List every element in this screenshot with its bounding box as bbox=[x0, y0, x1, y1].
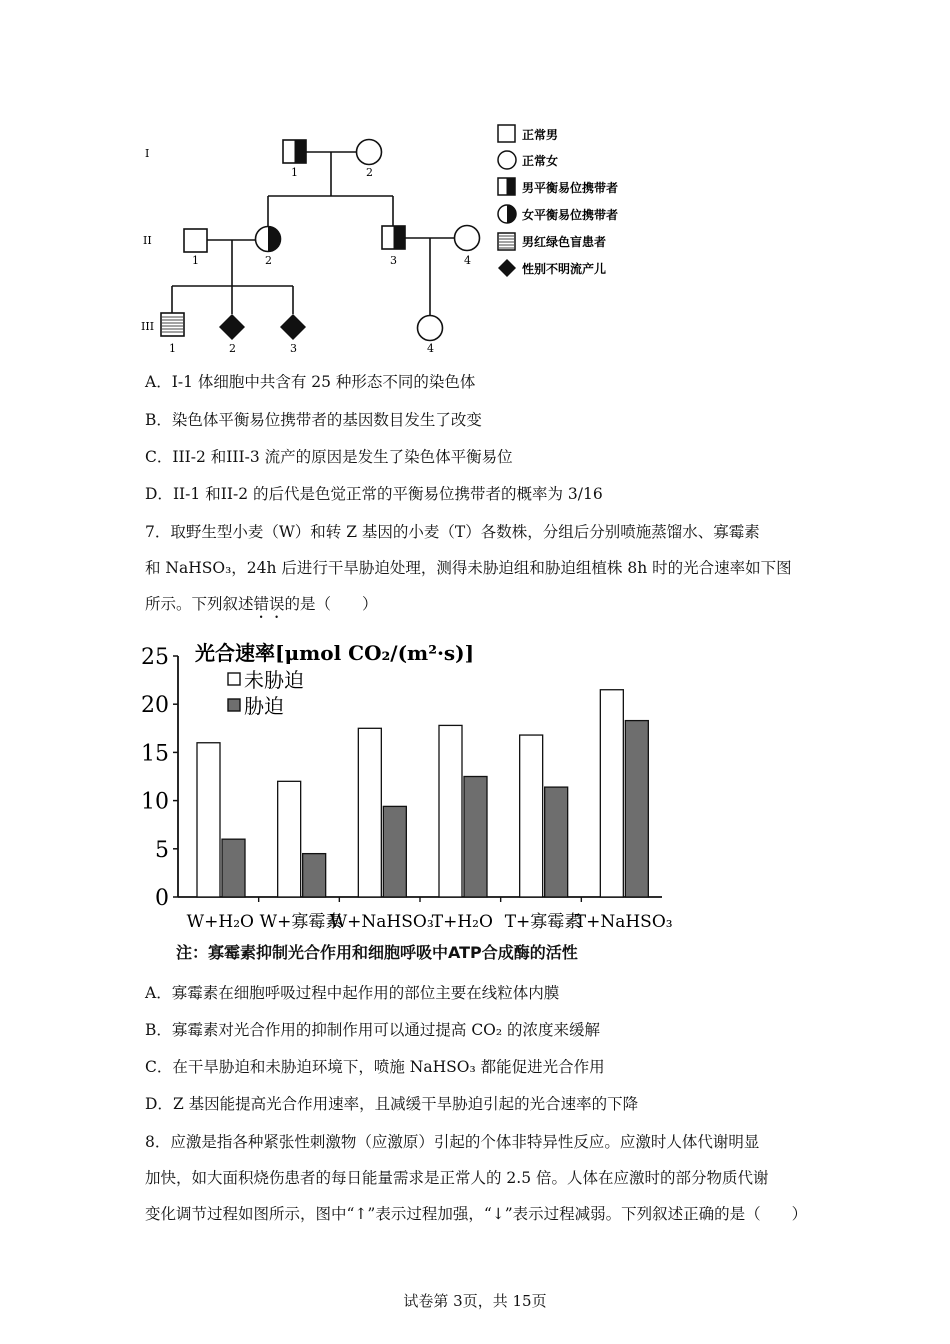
label-III-3: 3 bbox=[290, 342, 297, 355]
individual-I-1 bbox=[283, 140, 306, 163]
individual-III-4 bbox=[418, 316, 443, 341]
emphasis-text: 错误 bbox=[253, 595, 285, 613]
label-III-2: 2 bbox=[229, 342, 236, 355]
legend-label-unstressed: 未胁迫 bbox=[244, 668, 304, 692]
individual-I-2 bbox=[357, 140, 382, 165]
generation-label-III: III bbox=[141, 320, 155, 333]
bar-unstressed bbox=[358, 728, 381, 897]
bar-stressed bbox=[222, 839, 245, 897]
bar-unstressed bbox=[439, 725, 462, 897]
option-letter: C． bbox=[145, 448, 173, 466]
legend-label: 正常女 bbox=[522, 154, 559, 168]
bar-stressed bbox=[464, 777, 487, 898]
legend-label: 正常男 bbox=[522, 128, 559, 142]
chart-title: 光合速率[μmol CO₂/(m²·s)] bbox=[195, 641, 475, 665]
bar-stressed bbox=[545, 787, 568, 897]
individual-III-1 bbox=[161, 313, 184, 336]
q7-option-c bbox=[145, 1057, 605, 1077]
chart-note: 注：寡霉素抑制光合作用和细胞呼吸中ATP合成酶的活性 bbox=[176, 943, 578, 962]
option-text: 在干旱胁迫和未胁迫环境下，喷施 NaHSO₃ 都能促进光合作用 bbox=[172, 1058, 605, 1076]
q8-stem-line-3: 变化调节过程如图所示，图中“↑”表示过程加强，“↓”表示过程减弱。下列叙述正确的是（ ） bbox=[145, 1205, 808, 1223]
option-text: 染色体平衡易位携带者的基因数目发生了改变 bbox=[171, 411, 482, 429]
q7-option-d bbox=[145, 1094, 638, 1114]
generation-label-I: I bbox=[145, 147, 150, 160]
option-letter: D． bbox=[145, 1095, 173, 1113]
x-tick-label: W+NaHSO₃ bbox=[329, 912, 434, 932]
individual-II-2 bbox=[256, 226, 281, 251]
y-tick-label: 20 bbox=[141, 693, 169, 719]
male-carrier-icon bbox=[498, 178, 515, 195]
legend-label: 男红绿色盲患者 bbox=[522, 235, 607, 249]
option-text: Z 基因能提高光合作用速率，且减缓干旱胁迫引起的光合速率的下降 bbox=[172, 1095, 639, 1113]
label-II-3: 3 bbox=[390, 254, 397, 267]
q6-option-a bbox=[145, 372, 475, 392]
option-text: II-1 和II-2 的后代是色觉正常的平衡易位携带者的概率为 3/16 bbox=[172, 485, 603, 503]
label-II-4: 4 bbox=[464, 254, 471, 267]
bar-unstressed bbox=[197, 743, 220, 897]
q6-option-c bbox=[145, 447, 513, 467]
label-I-2: 2 bbox=[366, 166, 373, 179]
individual-III-2 bbox=[219, 314, 245, 340]
bar-stressed bbox=[625, 721, 648, 897]
x-tick-label: T+寡霉素 bbox=[504, 912, 582, 932]
normal-male-icon bbox=[498, 125, 515, 142]
legend-label-stressed: 胁迫 bbox=[244, 694, 284, 718]
individual-II-4 bbox=[455, 226, 480, 251]
option-text: 寡霉素在细胞呼吸过程中起作用的部位主要在线粒体内膜 bbox=[171, 984, 560, 1002]
q7-stem-line-1: 7．取野生型小麦（W）和转 Z 基因的小麦（T）各数株，分组后分别喷施蒸馏水、寡霉素 bbox=[145, 523, 760, 541]
q7-stem-line-3 bbox=[145, 594, 378, 622]
legend-label: 性别不明流产儿 bbox=[522, 262, 607, 276]
label-II-2: 2 bbox=[265, 254, 272, 267]
option-letter: D． bbox=[145, 485, 173, 503]
y-tick-label: 25 bbox=[141, 645, 169, 670]
x-tick-label: T+NaHSO₃ bbox=[574, 912, 673, 932]
bar-unstressed bbox=[520, 735, 543, 897]
option-text: 寡霉素对光合作用的抑制作用可以通过提高 CO₂ 的浓度来缓解 bbox=[171, 1021, 601, 1039]
x-tick-label: W+H₂O bbox=[186, 912, 254, 932]
pedigree-diagram bbox=[0, 110, 950, 370]
option-letter: C． bbox=[145, 1058, 173, 1076]
miscarriage-icon bbox=[498, 259, 516, 277]
option-text: I-1 体细胞中共含有 25 种形态不同的染色体 bbox=[171, 373, 476, 391]
label-II-1: 1 bbox=[192, 254, 199, 267]
q7-option-a bbox=[145, 983, 559, 1003]
option-text: III-2 和III-3 流产的原因是发生了染色体平衡易位 bbox=[172, 448, 513, 466]
y-tick-label: 5 bbox=[155, 837, 169, 863]
individual-III-3 bbox=[280, 314, 306, 340]
generation-label-II: II bbox=[143, 234, 152, 247]
individual-II-1 bbox=[184, 229, 207, 252]
label-III-4: 4 bbox=[427, 342, 434, 355]
bar-stressed bbox=[383, 806, 406, 897]
q8-stem-line-2: 加快，如大面积烧伤患者的每日能量需求是正常人的 2.5 倍。人体在应激时的部分物质代谢 bbox=[145, 1169, 769, 1187]
y-tick-label: 15 bbox=[141, 741, 169, 767]
q7-option-b bbox=[145, 1020, 600, 1040]
page-footer: 试卷第 3页，共 15页 bbox=[403, 1292, 547, 1310]
y-tick-label: 0 bbox=[155, 886, 169, 911]
stem-text: 所示。下列叙述 bbox=[145, 595, 254, 613]
x-tick-label: T+H₂O bbox=[431, 912, 493, 932]
option-letter: A． bbox=[145, 373, 172, 391]
legend-label: 男平衡易位携带者 bbox=[522, 181, 619, 195]
normal-female-icon bbox=[498, 151, 516, 169]
legend-swatch-stressed bbox=[228, 699, 240, 711]
q6-option-d bbox=[145, 484, 603, 504]
legend-swatch-unstressed bbox=[228, 673, 240, 685]
stem-text: 的是（ ） bbox=[284, 595, 378, 613]
legend-label: 女平衡易位携带者 bbox=[522, 208, 619, 222]
female-carrier-icon bbox=[498, 205, 516, 223]
option-letter: A． bbox=[145, 984, 172, 1002]
x-tick-label: W+寡霉素 bbox=[259, 912, 343, 932]
photosynthesis-bar-chart bbox=[140, 630, 700, 970]
bar-stressed bbox=[303, 854, 326, 897]
individual-II-3 bbox=[382, 226, 405, 249]
q7-stem-line-2: 和 NaHSO₃，24h 后进行干旱胁迫处理，测得未胁迫组和胁迫组植株 8h 时的光合速率如下图 bbox=[145, 559, 792, 577]
bar-unstressed bbox=[600, 690, 623, 897]
label-III-1: 1 bbox=[169, 342, 176, 355]
option-letter: B． bbox=[145, 411, 172, 429]
option-letter: B． bbox=[145, 1021, 172, 1039]
colorblind-male-icon bbox=[498, 233, 515, 250]
y-tick-label: 10 bbox=[141, 789, 169, 815]
pedigree-legend bbox=[498, 125, 618, 277]
q8-stem-line-1: 8．应激是指各种紧张性刺激物（应激原）引起的个体非特异性反应。应激时人体代谢明显 bbox=[145, 1133, 760, 1151]
chart-legend bbox=[228, 668, 304, 718]
label-I-1: 1 bbox=[291, 166, 298, 179]
bar-unstressed bbox=[278, 781, 301, 897]
q6-option-b bbox=[145, 410, 482, 430]
